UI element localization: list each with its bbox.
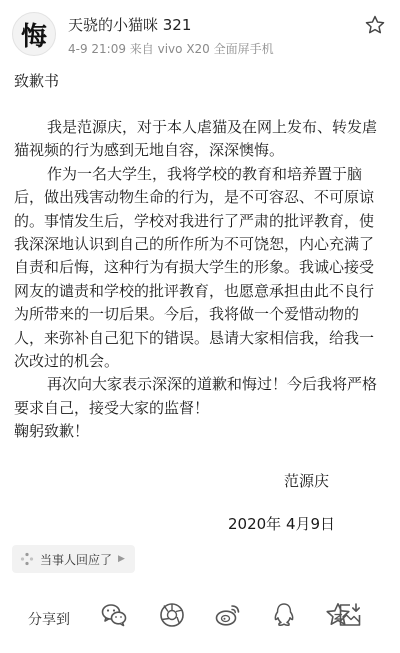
share-label: 分享到	[28, 612, 70, 628]
sparkle-icon	[20, 552, 34, 566]
letter-paragraph: 再次向大家表示深深的道歉和悔过！今后我将严格要求自己，接受大家的监督！	[14, 375, 378, 417]
letter-title: 致歉书	[14, 72, 60, 90]
moments-icon[interactable]	[158, 601, 186, 629]
wechat-icon[interactable]	[100, 601, 128, 629]
letter-paragraph: 我是范源庆，对于本人虐猫及在网上发布、转发虐猫视频的行为感到无地自容，深深懊悔。	[14, 118, 378, 160]
avatar[interactable]: 悔	[12, 12, 56, 56]
letter-body	[14, 116, 386, 444]
favorite-star-icon[interactable]	[364, 14, 386, 36]
qq-icon[interactable]	[270, 601, 298, 629]
reply-notice-button[interactable]	[12, 545, 135, 573]
save-image-frame[interactable]	[336, 601, 364, 629]
post-meta: 4-9 21:09 来自 vivo X20 全面屏手机	[68, 42, 274, 56]
username[interactable]: 天骁的小猫咪 321	[68, 16, 192, 34]
chevron-right-icon: ▶	[118, 554, 125, 564]
weibo-icon[interactable]	[214, 601, 242, 629]
reply-notice-label: 当事人回应了	[40, 552, 113, 567]
letter-paragraph: 作为一名大学生，我将学校的教育和培养置于脑后，做出残害动物生命的行为，是不可容忍、不可原谅的。事情发生后，学校对我进行了严肃的批评教育，使我深深地认识到自己的所作所为不可饶恕，内心充满了自责和后悔，这种行为有损大学生的形象。我诚心接受网友的谴责和学校的批评教育，也愿意承担由此不良行为所带来的一切后果。今后，我将做一个爱惜动物的人，来弥补自己犯下的错误。恳请大家相信我，给我一次改过的机会。	[14, 164, 375, 371]
letter-closing: 鞠躬致歉！	[14, 422, 90, 441]
letter-date: 2020年 4月9日	[228, 515, 336, 533]
letter-signer: 范源庆	[284, 472, 330, 490]
post-header	[0, 0, 400, 58]
